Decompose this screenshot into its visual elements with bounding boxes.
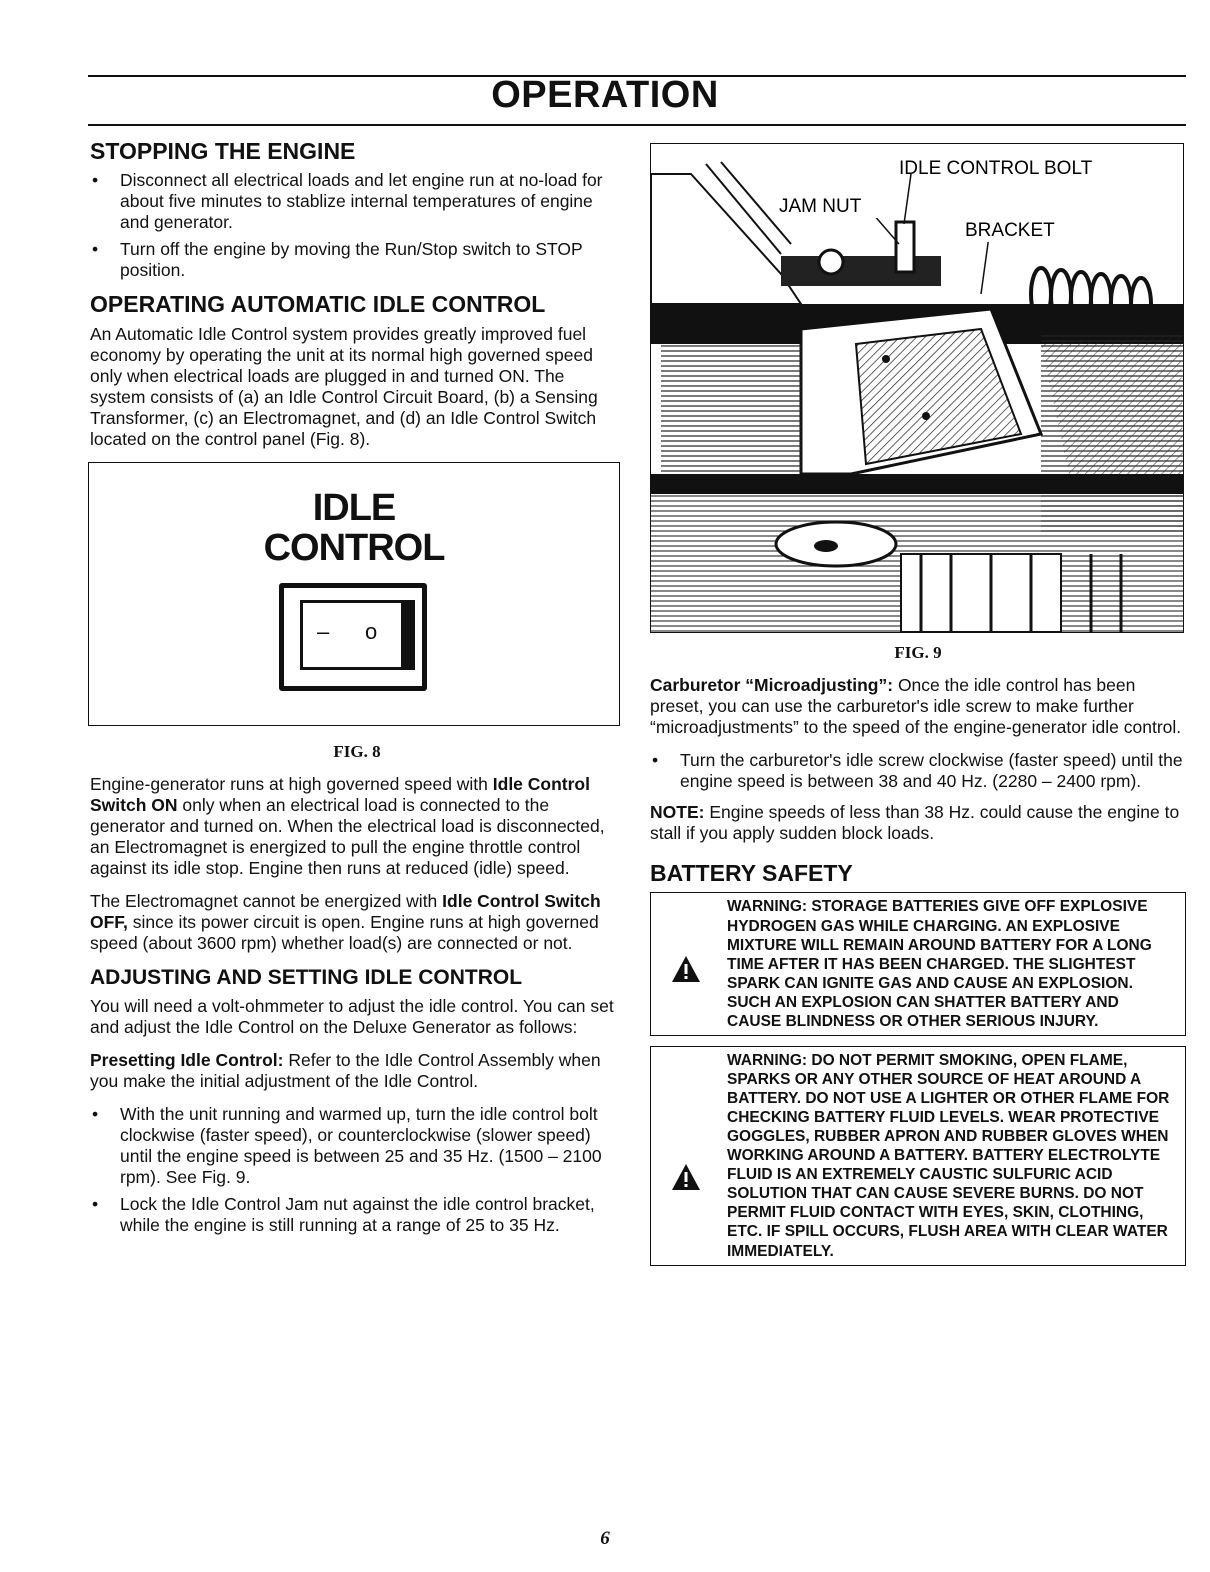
note-paragraph: NOTE: Engine speeds of less than 38 Hz. could cause the engine to stall if you apply sudden block loads. bbox=[650, 802, 1180, 843]
auto-idle-body: An Automatic Idle Control system provides greatly improved fuel economy by operating the unit at its normal high governed speed only when electrical loads are plugged in and turned ON. The system consists of (a) an Idle Control Circuit Board, (b) a Sensing Transformer, (c) an Electromagnet, and (d) an Idle Control Switch located on the control panel (Fig. 8). bbox=[90, 323, 598, 449]
switch-on-symbol: o bbox=[365, 618, 378, 644]
fig8-idle-control-switch bbox=[88, 462, 620, 726]
warning-text-2: WARNING: DO NOT PERMIT SMOKING, OPEN FLAME, SPARKS OR ANY OTHER SOURCE OF HEAT AROUND A BATTERY. DO NOT USE A LIGHTER OR OTHER FLAME FOR CHECKING BATTERY FLUID LEVELS. WEAR PROTECTIVE GOGGLES, RUBBER APRON AND RUBBER GLOVES WHEN WORKING AROUND A BATTERY. BATTERY ELECTROLYTE FLUID IS AN EXTREMELY CAUSTIC SULFURIC ACID SOLUTION THAT CAN CAUSE SEVERE BURNS. DO NOT PERMIT FLUID CONTACT WITH EYES, SKIN, CLOTHING, ETC. IF SPILL OCCURS, FLUSH AREA WITH CLEAR WATER IMMEDIATELY. bbox=[727, 1051, 1170, 1260]
fig9-idle-control-assembly bbox=[650, 143, 1184, 633]
engine-illustration bbox=[651, 144, 1183, 632]
auto-idle-heading: OPERATING AUTOMATIC IDLE CONTROL bbox=[90, 291, 546, 318]
list-item: • Lock the Idle Control Jam nut against the idle control bracket, while the engine is still running at a range of 25 to 35 Hz. bbox=[90, 1194, 624, 1236]
warning-triangle-icon bbox=[671, 955, 701, 983]
fig9-caption: FIG. 9 bbox=[894, 643, 942, 662]
list-item: • Turn off the engine by moving the Run/Stop switch to STOP position. bbox=[90, 239, 624, 281]
title-rule bbox=[88, 124, 1186, 126]
idle-control-label: IDLE CONTROL bbox=[263, 486, 445, 569]
list-item: • With the unit running and warmed up, turn the idle control bolt clockwise (faster speed), or counterclockwise (slower speed) until the engine speed is between 25 and 35 Hz. (1500 – 2100 rpm). See Fig. 9. bbox=[90, 1104, 624, 1188]
right-column bbox=[650, 143, 1186, 1276]
battery-safety-heading: BATTERY SAFETY bbox=[650, 860, 853, 886]
carb-paragraph: Carburetor “Microadjusting”: Once the idle control has been preset, you can use the carburetor's idle screw to make further “microadjustments” to the speed of the engine-generator idle control. bbox=[650, 675, 1182, 737]
rocker-switch-icon bbox=[279, 583, 427, 691]
fig8-caption: FIG. 8 bbox=[333, 741, 381, 761]
carb-list bbox=[650, 750, 1186, 792]
jam-nut-label: JAM NUT bbox=[779, 196, 862, 217]
switch-off-symbol: – bbox=[317, 618, 330, 644]
warning-triangle-icon bbox=[671, 1163, 701, 1191]
stopping-list bbox=[90, 170, 624, 281]
adjusting-list bbox=[90, 1104, 624, 1236]
stopping-heading: STOPPING THE ENGINE bbox=[90, 138, 356, 164]
presetting-paragraph: Presetting Idle Control: Refer to the Idle Control Assembly when you make the initial adjustment of the Idle Control. bbox=[90, 1050, 601, 1092]
list-item: • Disconnect all electrical loads and let engine run at no-load for about five minutes to stablize internal temperatures of engine and generator. bbox=[90, 170, 624, 233]
left-column bbox=[90, 138, 624, 1246]
idle-paragraph-1: Engine-generator runs at high governed speed with Idle Control Switch ON only when an electrical load is connected to the generator and turned on. When the electrical load is disconnected, an Electromagnet is energized to pull the engine throttle control against its idle stop. Engine then runs at reduced (idle) speed. bbox=[90, 773, 605, 878]
adjusting-heading: ADJUSTING AND SETTING IDLE CONTROL bbox=[90, 965, 523, 989]
idle-paragraph-2: The Electromagnet cannot be energized with Idle Control Switch OFF, since its power circuit is open. Engine runs at high governed speed (about 3600 rpm) whether load(s) are connected or not. bbox=[90, 890, 601, 953]
list-item: • Turn the carburetor's idle screw clockwise (faster speed) until the engine speed is between 38 and 40 Hz. (2280 – 2400 rpm). bbox=[650, 750, 1186, 792]
warning-text-1: WARNING: STORAGE BATTERIES GIVE OFF EXPLOSIVE HYDROGEN GAS WHILE CHARGING. AN EXPLOSIVE MIXTURE WILL REMAIN AROUND BATTERY FOR A LONG TIME AFTER IT HAS BEEN CHARGED. THE SLIGHTEST SPARK CAN IGNITE GAS AND CAUSE AN EXPLOSION. SUCH AN EXPLOSION CAN SHATTER BATTERY AND CAUSE BLINDNESS OR OTHER SERIOUS INJURY. bbox=[727, 898, 1152, 1030]
page-title: OPERATION bbox=[491, 74, 719, 116]
warning-box-1 bbox=[650, 892, 1186, 1035]
idle-control-bolt-label: IDLE CONTROL BOLT bbox=[899, 158, 1093, 179]
page-number: 6 bbox=[600, 1528, 610, 1549]
adjusting-body: You will need a volt-ohmmeter to adjust the idle control. You can set and adjust the Idle Control on the Deluxe Generator as follows: bbox=[90, 996, 614, 1038]
bracket-label: BRACKET bbox=[965, 220, 1055, 241]
warning-box-2 bbox=[650, 1046, 1186, 1266]
